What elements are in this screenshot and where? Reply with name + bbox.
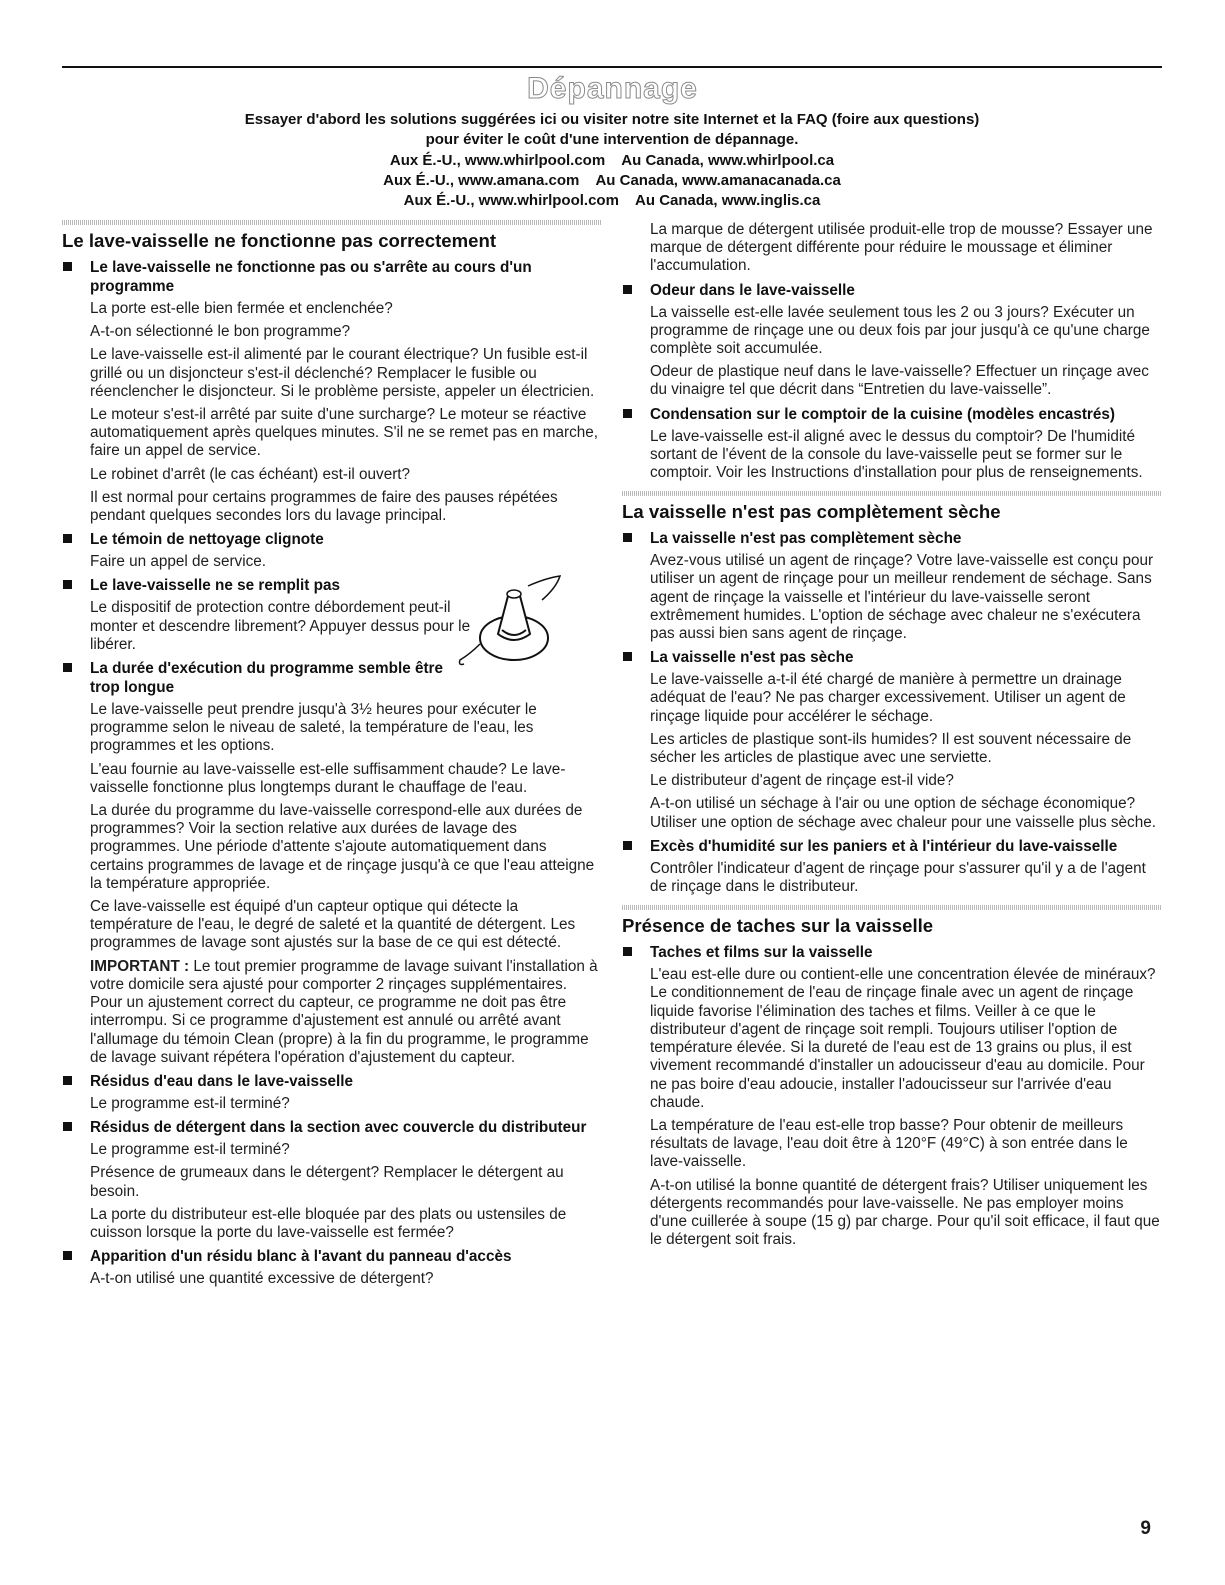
paragraph: Le moteur s'est-il arrêté par suite d'une surcharge? Le moteur se réactive automatiquement après quelques minutes. S'il ne se remet pas en marche, faire un appel de service. xyxy=(90,406,598,460)
paragraph: A-t-on sélectionné le bon programme? xyxy=(90,323,351,341)
page-number: 9 xyxy=(1140,1518,1151,1539)
bullet-icon xyxy=(623,652,632,661)
paragraph: A-t-on utilisé une quantité excessive de détergent? xyxy=(90,1270,434,1288)
paragraph: Le lave-vaisselle est-il aligné avec le dessus du comptoir? De l'humidité sortant de l'évent de la console du lave-vaisselle peut se former sur le comptoir. Voir les Instructions d'installation pour plus de renseignements. xyxy=(650,427,1143,482)
right-column xyxy=(622,221,1162,1254)
paragraph: La porte du distributeur est-elle bloquée par des plats ou ustensiles de cuisson lorsque la porte du lave-vaisselle est fermée? xyxy=(90,1205,567,1241)
problem-heading: Le lave-vaisselle ne se remplit pas xyxy=(62,576,602,595)
paragraph: Le distributeur d'agent de rinçage est-il vide? xyxy=(650,772,954,790)
paragraph: Le lave-vaisselle a-t-il été chargé de manière à permettre un drainage adéquat de l'eau? Ne pas charger excessivement. Utiliser un agent de rinçage liquide pour accélérer le séchage. xyxy=(650,671,1126,725)
bullet-icon xyxy=(623,533,632,542)
paragraph: La température de l'eau est-elle trop basse? Pour obtenir de meilleurs résultats de lavage, l'eau doit être à 120°F (49°C) à son entrée dans le lave-vaisselle. xyxy=(650,1116,1128,1171)
intro-line: Aux É.-U., www.whirlpool.com Au Canada, www.inglis.ca xyxy=(403,192,821,210)
section-heading: Présence de taches sur la vaisselle xyxy=(622,915,934,937)
paragraph: Le robinet d'arrêt (le cas échéant) est-il ouvert? xyxy=(90,465,411,483)
paragraph: Le programme est-il terminé? xyxy=(90,1094,290,1112)
paragraph: Odeur de plastique neuf dans le lave-vaisselle? Effectuer un rinçage avec du vinaigre tel que décrit dans “Entretien du lave-vaisselle”. xyxy=(650,363,1149,399)
problem-heading: Résidus d'eau dans le lave-vaisselle xyxy=(62,1072,602,1091)
problem-heading: Taches et films sur la vaisselle xyxy=(622,943,1162,962)
paragraph: La durée du programme du lave-vaisselle correspond-elle aux durées de programmes? Voir la section relative aux durées de lavage des programmes. Une période d'attente s'ajoute automatiquement dans certains programmes de lavage et de rinçage jusqu'à ce que l'eau atteigne la température appropriée. xyxy=(90,802,595,892)
paragraph: A-t-on utilisé un séchage à l'air ou une option de séchage économique? Utiliser une option de séchage avec chaleur pour une vaisselle plus sèche. xyxy=(650,795,1156,831)
problem-heading: Apparition d'un résidu blanc à l'avant du panneau d'accès xyxy=(62,1247,602,1266)
paragraph: La marque de détergent utilisée produit-elle trop de mousse? Essayer une marque de détergent différente pour réduire le moussage et éliminer l'accumulation. xyxy=(650,221,1153,275)
bullet-icon xyxy=(63,1251,72,1260)
paragraph: L'eau fournie au lave-vaisselle est-elle suffisamment chaude? Le lave-vaisselle fonctionne plus longtemps durant le chauffage de l'eau. xyxy=(90,760,566,796)
bullet-icon xyxy=(623,841,632,850)
overflow-protector-float-icon xyxy=(450,574,572,672)
paragraph: Le dispositif de protection contre débordement peut-il monter et descendre librement? Appuyer dessus pour le libérer. xyxy=(90,599,471,653)
paragraph: Il est normal pour certains programmes de faire des pauses répétées pendant quelques secondes lors du lavage principal. xyxy=(90,488,558,525)
intro-line: Essayer d'abord les solutions suggérées ici ou visiter notre site Internet et la FAQ (foire aux questions) xyxy=(244,111,980,128)
bullet-icon xyxy=(63,663,72,672)
paragraph: A-t-on utilisé la bonne quantité de détergent frais? Utiliser uniquement les détergents recommandés pour lave-vaisselle. Ne pas employer moins d'une cuillerée à soupe (15 g) par charge. Pour qu'il soit efficace, il faut que le détergent soit frais. xyxy=(650,1176,1160,1249)
paragraph: Présence de grumeaux dans le détergent? Remplacer le détergent au besoin. xyxy=(90,1164,564,1200)
paragraph: Le lave-vaisselle est-il alimenté par le courant électrique? Un fusible est-il grillé ou un disjoncteur s'est-il déclenché? Remplacer le fusible ou réenclencher le disjoncteur. Si le problème persiste, appeler un électricien. xyxy=(90,346,595,400)
bullet-icon xyxy=(623,285,632,294)
paragraph: Le programme est-il terminé? xyxy=(90,1141,290,1159)
problem-heading: La durée d'exécution du programme semble être trop longue xyxy=(62,659,450,697)
paragraph: Ce lave-vaisselle est équipé d'un capteur optique qui détecte la température de l'eau, le degré de saleté et la quantité de détergent. Les programmes de lavage sont ajustés sur la base de ce qui est détecté. xyxy=(90,898,576,952)
paragraph: La porte est-elle bien fermée et enclenchée? xyxy=(90,300,393,317)
problem-heading: Odeur dans le lave-vaisselle xyxy=(622,281,1162,300)
intro-line: Aux É.-U., www.amana.com Au Canada, www.amanacanada.ca xyxy=(383,171,841,189)
section-divider xyxy=(622,491,1162,496)
left-column xyxy=(62,220,602,1293)
section-heading: La vaisselle n'est pas complètement sèche xyxy=(622,501,1001,523)
paragraph: IMPORTANT : Le tout premier programme de lavage suivant l'installation à votre domicile sera ajusté pour comporter 2 rinçages supplémentaires. Pour un ajustement correct du capteur, ce programme ne doit pas être interrompu. Si ce programme d'ajustement est annulé ou arrêté avant l'allumage du témoin Clean (propre) à la fin du programme, le programme de lavage suivant répétera l'opération d'ajustement du capteur. xyxy=(90,957,598,1066)
page-title: Dépannage xyxy=(527,72,698,105)
paragraph: L'eau est-elle dure ou contient-elle une concentration élevée de minéraux? Le conditionnement de l'eau de rinçage finale avec un agent de rinçage liquide favorise l'élimination des taches et films. Veiller à ce que le distributeur d'agent de rinçage soit rempli. Toujours utiliser l'option de température élevée. Si la dureté de l'eau est de 13 grains ou plus, il est vivement recommandé d'installer un adoucisseur d'eau au domicile. Pour ne pas boire d'eau adoucie, installer l'adoucisseur sur l'arrivée d'eau chaude. xyxy=(650,966,1156,1111)
bullet-icon xyxy=(63,262,72,271)
intro-line: Aux É.-U., www.whirlpool.com Au Canada, www.whirlpool.ca xyxy=(389,151,835,169)
bullet-icon xyxy=(63,580,72,589)
top-rule xyxy=(62,66,1162,68)
section-divider xyxy=(62,220,602,225)
problem-heading: Condensation sur le comptoir de la cuisine (modèles encastrés) xyxy=(622,405,1162,424)
paragraph: Avez-vous utilisé un agent de rinçage? Votre lave-vaisselle est conçu pour utiliser un agent de rinçage pour un meilleur rendement de séchage. Sans agent de rinçage la vaisselle et l'intérieur du lave-vaisselle seront extrêmement humides. L'option de séchage avec chaleur ne s'exécutera pas aussi bien sans agent de rinçage. xyxy=(650,552,1154,643)
bullet-icon xyxy=(623,409,632,418)
problem-heading: Le lave-vaisselle ne fonctionne pas ou s'arrête au cours d'un programme xyxy=(62,258,602,296)
paragraph: Le lave-vaisselle peut prendre jusqu'à 3½ heures pour exécuter le programme selon le niveau de saleté, la température de l'eau, les programmes et les options. xyxy=(90,701,537,755)
bullet-icon xyxy=(63,1076,72,1085)
section-heading: Le lave-vaisselle ne fonctionne pas correctement xyxy=(62,230,497,251)
problem-heading: Résidus de détergent dans la section avec couvercle du distributeur xyxy=(62,1118,602,1137)
problem-heading: Excès d'humidité sur les paniers et à l'intérieur du lave-vaisselle xyxy=(622,837,1162,856)
section-divider xyxy=(622,905,1162,910)
paragraph: Contrôler l'indicateur d'agent de rinçage pour s'assurer qu'il y a de l'agent de rinçage dans le distributeur. xyxy=(650,859,1146,896)
paragraph: La vaisselle est-elle lavée seulement tous les 2 ou 3 jours? Exécuter un programme de rinçage une ou deux fois par jour jusqu'à ce qu'une charge complète soit accumulée. xyxy=(650,303,1150,358)
intro-block xyxy=(62,110,1162,211)
fill-problem-block xyxy=(62,576,602,654)
bullet-icon xyxy=(63,1122,72,1131)
paragraph: Faire un appel de service. xyxy=(90,553,267,571)
paragraph: Les articles de plastique sont-ils humides? Il est souvent nécessaire de sécher les articles de plastique avec une serviette. xyxy=(650,730,1132,767)
problem-heading: La vaisselle n'est pas complètement sèche xyxy=(622,529,1162,548)
important-label: IMPORTANT : xyxy=(90,957,190,975)
intro-line: pour éviter le coût d'une intervention de dépannage. xyxy=(425,131,799,149)
problem-heading: La vaisselle n'est pas sèche xyxy=(622,648,1162,667)
bullet-icon xyxy=(63,534,72,543)
problem-heading: Le témoin de nettoyage clignote xyxy=(62,530,602,549)
bullet-icon xyxy=(623,947,632,956)
